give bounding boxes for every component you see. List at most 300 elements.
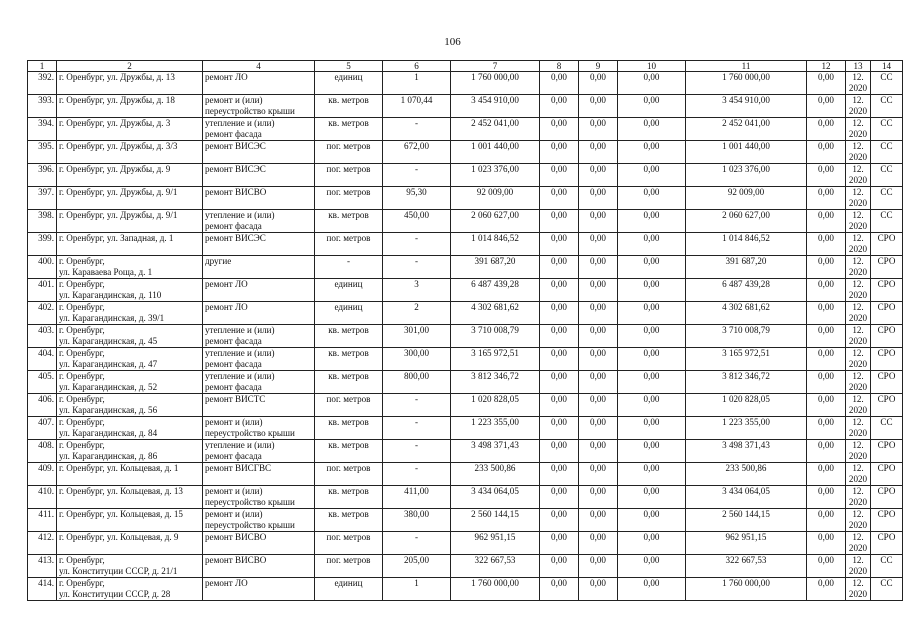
completion-date-cell-line: 12.: [852, 95, 864, 105]
completion-date-cell-line: 12.: [852, 578, 864, 588]
volume-cell: 95,30: [383, 187, 451, 210]
cost-col-8-cell: 0,00: [540, 118, 579, 141]
address-cell-line: г. Оренбург, ул. Дружбы, д. 9: [59, 164, 171, 174]
cost-col-9-cell: 0,00: [579, 256, 618, 279]
work-type-cell-line: ремонт ЛО: [205, 72, 248, 82]
address-cell: [57, 95, 203, 118]
volume-cell: 2: [383, 302, 451, 325]
work-type-cell-line: [205, 474, 312, 485]
source-cell: СС: [871, 555, 903, 578]
cost-col-8-cell: 0,00: [540, 164, 579, 187]
work-type-cell: [203, 233, 315, 256]
cost-col-9-cell: 0,00: [579, 463, 618, 486]
row-number: 398.: [28, 210, 57, 233]
table-row: [28, 417, 903, 440]
address-cell: [57, 555, 203, 578]
work-type-cell-line: ремонт ВИСВО: [205, 555, 267, 565]
address-cell-line: г. Оренбург,: [59, 348, 105, 358]
cost-col-12-cell: 0,00: [807, 141, 846, 164]
completion-date-cell-line: 12.: [852, 394, 864, 404]
table-row: [28, 371, 903, 394]
completion-date-cell-line: 2020: [848, 106, 868, 116]
source-cell: СС: [871, 417, 903, 440]
completion-date-cell-line: 12.: [852, 486, 864, 496]
cost-col-9-cell: 0,00: [579, 141, 618, 164]
volume-cell: 3: [383, 279, 451, 302]
total-cost-cell: 1 760 000,00: [451, 578, 540, 601]
table-row: [28, 72, 903, 95]
completion-date-cell-line: 12.: [852, 325, 864, 335]
completion-date-cell: [846, 440, 871, 463]
fund-cost-cell: 3 812 346,72: [686, 371, 807, 394]
address-cell: [57, 72, 203, 95]
completion-date-cell-line: 12.: [852, 256, 864, 266]
address-cell-line: ул. Карагандинская, д. 47: [59, 359, 158, 369]
table-row: [28, 440, 903, 463]
volume-cell: -: [383, 440, 451, 463]
unit-cell: кв. метров: [315, 118, 383, 141]
cost-col-12-cell: 0,00: [807, 118, 846, 141]
fund-cost-cell: 1 014 846,52: [686, 233, 807, 256]
completion-date-cell-line: 12.: [852, 72, 864, 82]
completion-date-cell: [846, 279, 871, 302]
cost-col-8-cell: 0,00: [540, 233, 579, 256]
work-type-cell-line: ремонт фасада: [205, 451, 262, 461]
volume-cell: 450,00: [383, 210, 451, 233]
fund-cost-cell: 1 020 828,05: [686, 394, 807, 417]
volume-cell: 1 070,44: [383, 95, 451, 118]
cost-col-10-cell: 0,00: [618, 440, 686, 463]
column-header: 12: [807, 61, 846, 72]
address-cell-line: г. Оренбург,: [59, 371, 105, 381]
volume-cell: -: [383, 417, 451, 440]
volume-cell: -: [383, 164, 451, 187]
work-type-cell: [203, 325, 315, 348]
row-number: 405.: [28, 371, 57, 394]
cost-col-8-cell: 0,00: [540, 532, 579, 555]
row-number: 400.: [28, 256, 57, 279]
total-cost-cell: 233 500,86: [451, 463, 540, 486]
completion-date-cell-line: 12.: [852, 118, 864, 128]
address-cell-line: г. Оренбург, ул. Дружбы, д. 13: [59, 72, 175, 82]
cost-col-8-cell: 0,00: [540, 95, 579, 118]
address-cell: [57, 187, 203, 210]
cost-col-10-cell: 0,00: [618, 72, 686, 95]
work-type-cell-line: [205, 543, 312, 554]
fund-cost-cell: 92 009,00: [686, 187, 807, 210]
address-cell-line: г. Оренбург, ул. Дружбы, д. 9/1: [59, 187, 178, 197]
completion-date-cell-line: 12.: [852, 187, 864, 197]
source-cell: СС: [871, 578, 903, 601]
address-cell-line: г. Оренбург, ул. Дружбы, д. 3: [59, 118, 171, 128]
source-cell: СС: [871, 210, 903, 233]
address-cell-line: ул. Карагандинская, д. 45: [59, 336, 158, 346]
work-type-cell: [203, 509, 315, 532]
completion-date-cell: [846, 394, 871, 417]
completion-date-cell-line: 12.: [852, 302, 864, 312]
completion-date-cell-line: 12.: [852, 164, 864, 174]
completion-date-cell-line: 12.: [852, 532, 864, 542]
cost-col-12-cell: 0,00: [807, 256, 846, 279]
address-cell-line: г. Оренбург, ул. Западная, д. 1: [59, 233, 174, 243]
unit-cell: кв. метров: [315, 95, 383, 118]
cost-col-8-cell: 0,00: [540, 486, 579, 509]
work-type-cell-line: ремонт фасада: [205, 382, 262, 392]
address-cell-line: ул. Карагандинская, д. 52: [59, 382, 158, 392]
cost-col-12-cell: 0,00: [807, 164, 846, 187]
cost-col-10-cell: 0,00: [618, 394, 686, 417]
column-header: 13: [846, 61, 871, 72]
cost-col-12-cell: 0,00: [807, 187, 846, 210]
work-type-cell: [203, 440, 315, 463]
table-row: [28, 233, 903, 256]
completion-date-cell: [846, 302, 871, 325]
address-cell-line: [59, 198, 200, 209]
cost-col-8-cell: 0,00: [540, 555, 579, 578]
address-cell-line: г. Оренбург,: [59, 279, 105, 289]
completion-date-cell-line: 12.: [852, 555, 864, 565]
completion-date-cell: [846, 95, 871, 118]
cost-col-10-cell: 0,00: [618, 348, 686, 371]
cost-col-12-cell: 0,00: [807, 72, 846, 95]
cost-col-8-cell: 0,00: [540, 348, 579, 371]
work-type-cell-line: переустройство крыши: [205, 497, 295, 507]
cost-col-10-cell: 0,00: [618, 509, 686, 532]
cost-col-10-cell: 0,00: [618, 325, 686, 348]
source-cell: СРО: [871, 302, 903, 325]
cost-col-8-cell: 0,00: [540, 394, 579, 417]
source-cell: СРО: [871, 371, 903, 394]
address-cell: [57, 463, 203, 486]
address-cell-line: ул. Карагандинская, д. 39/1: [59, 313, 165, 323]
unit-cell: пог. метров: [315, 233, 383, 256]
fund-cost-cell: 4 302 681,62: [686, 302, 807, 325]
address-cell-line: [59, 129, 200, 140]
cost-col-9-cell: 0,00: [579, 371, 618, 394]
column-header: 4: [203, 61, 315, 72]
total-cost-cell: 3 165 972,51: [451, 348, 540, 371]
cost-col-10-cell: 0,00: [618, 95, 686, 118]
volume-cell: -: [383, 532, 451, 555]
total-cost-cell: 1 014 846,52: [451, 233, 540, 256]
work-type-cell-line: [205, 589, 312, 600]
address-cell-line: г. Оренбург,: [59, 302, 105, 312]
work-type-cell-line: ремонт ЛО: [205, 578, 248, 588]
volume-cell: -: [383, 233, 451, 256]
completion-date-cell-line: 12.: [852, 440, 864, 450]
address-cell-line: г. Оренбург,: [59, 440, 105, 450]
column-header: 5: [315, 61, 383, 72]
work-type-cell-line: ремонт ВИСЭС: [205, 141, 266, 151]
table-row: [28, 348, 903, 371]
cost-col-12-cell: 0,00: [807, 325, 846, 348]
row-number: 404.: [28, 348, 57, 371]
work-type-cell: [203, 578, 315, 601]
work-type-cell-line: [205, 566, 312, 577]
address-cell-line: ул. Конституции СССР, д. 21/1: [59, 566, 178, 576]
address-cell-line: ул. Караваева Роща, д. 1: [59, 267, 153, 277]
fund-cost-cell: 1 001 440,00: [686, 141, 807, 164]
work-type-cell: [203, 164, 315, 187]
cost-col-10-cell: 0,00: [618, 141, 686, 164]
column-header: 1: [28, 61, 57, 72]
address-cell: [57, 440, 203, 463]
total-cost-cell: 3 434 064,05: [451, 486, 540, 509]
completion-date-cell: [846, 118, 871, 141]
table-row: [28, 141, 903, 164]
volume-cell: 1: [383, 578, 451, 601]
cost-col-12-cell: 0,00: [807, 578, 846, 601]
cost-col-9-cell: 0,00: [579, 233, 618, 256]
work-type-cell-line: ремонт ВИСЭС: [205, 233, 266, 243]
work-type-cell: [203, 141, 315, 164]
total-cost-cell: 4 302 681,62: [451, 302, 540, 325]
fund-cost-cell: 1 760 000,00: [686, 578, 807, 601]
cost-col-10-cell: 0,00: [618, 118, 686, 141]
work-type-cell: [203, 118, 315, 141]
address-cell-line: ул. Карагандинская, д. 86: [59, 451, 158, 461]
cost-col-9-cell: 0,00: [579, 210, 618, 233]
fund-cost-cell: 3 165 972,51: [686, 348, 807, 371]
source-cell: СРО: [871, 348, 903, 371]
work-type-cell-line: утепление и (или): [205, 348, 275, 358]
cost-col-10-cell: 0,00: [618, 532, 686, 555]
cost-col-12-cell: 0,00: [807, 302, 846, 325]
cost-col-9-cell: 0,00: [579, 532, 618, 555]
address-cell: [57, 256, 203, 279]
work-type-cell: [203, 371, 315, 394]
table-row: [28, 532, 903, 555]
cost-col-9-cell: 0,00: [579, 486, 618, 509]
work-type-cell-line: [205, 313, 312, 324]
cost-col-12-cell: 0,00: [807, 95, 846, 118]
cost-col-8-cell: 0,00: [540, 578, 579, 601]
cost-col-12-cell: 0,00: [807, 440, 846, 463]
fund-cost-cell: 3 498 371,43: [686, 440, 807, 463]
repair-schedule-table: [27, 60, 903, 601]
cost-col-8-cell: 0,00: [540, 325, 579, 348]
completion-date-cell: [846, 417, 871, 440]
unit-cell: -: [315, 256, 383, 279]
fund-cost-cell: 391 687,20: [686, 256, 807, 279]
source-cell: СС: [871, 95, 903, 118]
column-header: 9: [579, 61, 618, 72]
cost-col-10-cell: 0,00: [618, 555, 686, 578]
work-type-cell-line: ремонт ЛО: [205, 302, 248, 312]
cost-col-8-cell: 0,00: [540, 210, 579, 233]
cost-col-10-cell: 0,00: [618, 233, 686, 256]
completion-date-cell-line: 2020: [848, 83, 868, 93]
source-cell: СРО: [871, 486, 903, 509]
completion-date-cell-line: 2020: [848, 382, 868, 392]
volume-cell: -: [383, 463, 451, 486]
completion-date-cell: [846, 578, 871, 601]
address-cell: [57, 141, 203, 164]
address-cell-line: г. Оренбург, ул. Кольцевая, д. 1: [59, 463, 179, 473]
cost-col-10-cell: 0,00: [618, 578, 686, 601]
fund-cost-cell: 2 060 627,00: [686, 210, 807, 233]
work-type-cell: [203, 95, 315, 118]
work-type-cell-line: ремонт и (или): [205, 417, 263, 427]
work-type-cell: [203, 348, 315, 371]
unit-cell: пог. метров: [315, 532, 383, 555]
address-cell: [57, 486, 203, 509]
completion-date-cell-line: 12.: [852, 509, 864, 519]
completion-date-cell: [846, 555, 871, 578]
work-type-cell: [203, 394, 315, 417]
cost-col-12-cell: 0,00: [807, 555, 846, 578]
total-cost-cell: 6 487 439,28: [451, 279, 540, 302]
total-cost-cell: 2 060 627,00: [451, 210, 540, 233]
cost-col-8-cell: 0,00: [540, 463, 579, 486]
source-cell: СРО: [871, 394, 903, 417]
total-cost-cell: 3 812 346,72: [451, 371, 540, 394]
cost-col-12-cell: 0,00: [807, 279, 846, 302]
work-type-cell: [203, 210, 315, 233]
work-type-cell-line: [205, 267, 312, 278]
address-cell: [57, 118, 203, 141]
source-cell: СРО: [871, 509, 903, 532]
completion-date-cell: [846, 532, 871, 555]
row-number: 403.: [28, 325, 57, 348]
cost-col-8-cell: 0,00: [540, 417, 579, 440]
total-cost-cell: 92 009,00: [451, 187, 540, 210]
cost-col-8-cell: 0,00: [540, 440, 579, 463]
row-number: 399.: [28, 233, 57, 256]
cost-col-8-cell: 0,00: [540, 371, 579, 394]
address-cell: [57, 578, 203, 601]
cost-col-10-cell: 0,00: [618, 187, 686, 210]
row-number: 393.: [28, 95, 57, 118]
address-cell-line: г. Оренбург, ул. Кольцевая, д. 9: [59, 532, 179, 542]
completion-date-cell-line: 2020: [848, 497, 868, 507]
completion-date-cell-line: 2020: [848, 428, 868, 438]
completion-date-cell: [846, 486, 871, 509]
fund-cost-cell: 962 951,15: [686, 532, 807, 555]
unit-cell: пог. метров: [315, 394, 383, 417]
address-cell-line: г. Оренбург, ул. Дружбы, д. 3/3: [59, 141, 178, 151]
completion-date-cell-line: 2020: [848, 152, 868, 162]
total-cost-cell: 391 687,20: [451, 256, 540, 279]
completion-date-cell: [846, 325, 871, 348]
row-number: 397.: [28, 187, 57, 210]
row-number: 394.: [28, 118, 57, 141]
address-cell-line: ул. Карагандинская, д. 56: [59, 405, 158, 415]
column-header: 11: [686, 61, 807, 72]
cost-col-9-cell: 0,00: [579, 187, 618, 210]
row-number: 412.: [28, 532, 57, 555]
row-number: 407.: [28, 417, 57, 440]
address-cell: [57, 325, 203, 348]
cost-col-9-cell: 0,00: [579, 440, 618, 463]
row-number: 402.: [28, 302, 57, 325]
completion-date-cell-line: 12.: [852, 210, 864, 220]
work-type-cell-line: переустройство крыши: [205, 106, 295, 116]
cost-col-10-cell: 0,00: [618, 279, 686, 302]
completion-date-cell-line: 2020: [848, 129, 868, 139]
work-type-cell-line: ремонт и (или): [205, 509, 263, 519]
completion-date-cell: [846, 371, 871, 394]
unit-cell: кв. метров: [315, 325, 383, 348]
completion-date-cell-line: 12.: [852, 233, 864, 243]
total-cost-cell: 1 760 000,00: [451, 72, 540, 95]
cost-col-10-cell: 0,00: [618, 302, 686, 325]
cost-col-8-cell: 0,00: [540, 256, 579, 279]
address-cell: [57, 509, 203, 532]
source-cell: СРО: [871, 279, 903, 302]
unit-cell: кв. метров: [315, 486, 383, 509]
unit-cell: пог. метров: [315, 555, 383, 578]
completion-date-cell: [846, 348, 871, 371]
source-cell: СРО: [871, 463, 903, 486]
work-type-cell-line: утепление и (или): [205, 325, 275, 335]
source-cell: СС: [871, 72, 903, 95]
address-cell-line: г. Оренбург,: [59, 417, 105, 427]
table-row: [28, 256, 903, 279]
unit-cell: пог. метров: [315, 141, 383, 164]
completion-date-cell: [846, 141, 871, 164]
address-cell-line: ул. Карагандинская, д. 110: [59, 290, 162, 300]
cost-col-8-cell: 0,00: [540, 141, 579, 164]
work-type-cell-line: [205, 83, 312, 94]
work-type-cell: [203, 417, 315, 440]
unit-cell: пог. метров: [315, 187, 383, 210]
cost-col-12-cell: 0,00: [807, 532, 846, 555]
completion-date-cell-line: 2020: [848, 336, 868, 346]
cost-col-9-cell: 0,00: [579, 417, 618, 440]
work-type-cell-line: ремонт фасада: [205, 221, 262, 231]
work-type-cell: [203, 463, 315, 486]
address-cell: [57, 532, 203, 555]
cost-col-9-cell: 0,00: [579, 164, 618, 187]
fund-cost-cell: 1 223 355,00: [686, 417, 807, 440]
cost-col-10-cell: 0,00: [618, 486, 686, 509]
cost-col-8-cell: 0,00: [540, 279, 579, 302]
column-header: 7: [451, 61, 540, 72]
volume-cell: 205,00: [383, 555, 451, 578]
address-cell-line: [59, 221, 200, 232]
column-header: 2: [57, 61, 203, 72]
completion-date-cell-line: 2020: [848, 267, 868, 277]
completion-date-cell-line: 2020: [848, 451, 868, 461]
fund-cost-cell: 322 667,53: [686, 555, 807, 578]
completion-date-cell-line: 2020: [848, 290, 868, 300]
address-cell-line: [59, 175, 200, 186]
address-cell-line: [59, 83, 200, 94]
address-cell-line: [59, 152, 200, 163]
volume-cell: 411,00: [383, 486, 451, 509]
cost-col-10-cell: 0,00: [618, 210, 686, 233]
completion-date-cell: [846, 72, 871, 95]
work-type-cell-line: утепление и (или): [205, 371, 275, 381]
fund-cost-cell: 6 487 439,28: [686, 279, 807, 302]
table-row: [28, 394, 903, 417]
source-cell: СРО: [871, 325, 903, 348]
work-type-cell-line: ремонт ВИСВО: [205, 532, 267, 542]
fund-cost-cell: 1 023 376,00: [686, 164, 807, 187]
work-type-cell-line: [205, 405, 312, 416]
completion-date-cell: [846, 187, 871, 210]
cost-col-12-cell: 0,00: [807, 394, 846, 417]
work-type-cell-line: другие: [205, 256, 232, 266]
completion-date-cell-line: 2020: [848, 198, 868, 208]
work-type-cell: [203, 532, 315, 555]
total-cost-cell: 1 223 355,00: [451, 417, 540, 440]
work-type-cell-line: переустройство крыши: [205, 520, 295, 530]
completion-date-cell-line: 12.: [852, 463, 864, 473]
cost-col-12-cell: 0,00: [807, 509, 846, 532]
volume-cell: -: [383, 394, 451, 417]
